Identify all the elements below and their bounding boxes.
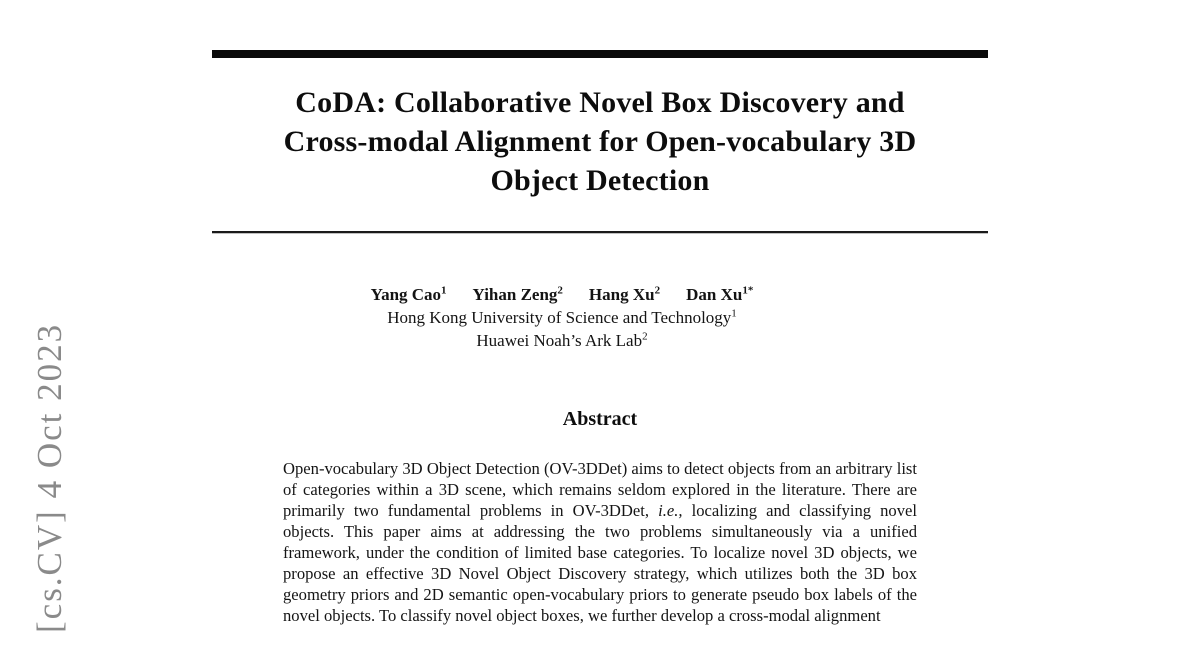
abstract-text: Open-vocabulary 3D Object Detection (OV-3DDet) aims to detect objects from an arbitrary list of categories within a 3D scene, which remains seldom explored in the literature. There are primarily two fundamental problems in OV-3DDet, i.e., localizing and classifying novel objects. This paper aims at addressing the two problems simultaneously via a unified framework, under the condition of limited base categories. To localize novel 3D objects, we propose an effective 3D Novel Object Discovery strategy, which utilizes both the 3D box geometry priors and 2D semantic open-vocabulary priors to generate pseudo box labels of the novel objects. To classify novel object boxes, we further develop a cross-modal alignment bbox=[283, 459, 917, 625]
author-2-affil-mark: 2 bbox=[557, 284, 563, 297]
author-1-affil-mark: 1 bbox=[441, 284, 447, 297]
author-1: Yang Cao$^1$ bbox=[370, 284, 447, 304]
paper-title bbox=[212, 83, 988, 200]
paper-title-line-2: Cross-modal Alignment for Open-vocabulary 3D bbox=[283, 125, 917, 158]
author-3: Hang Xu$^2$ bbox=[588, 284, 661, 304]
affiliation-2-mark: 2 bbox=[642, 330, 648, 343]
author-2: Yihan Zeng$^2$ bbox=[472, 284, 563, 304]
author-4: Dan $Xu^{1*}$ bbox=[686, 284, 754, 304]
author-block bbox=[162, 283, 962, 352]
abstract-heading: Abstract bbox=[562, 408, 638, 430]
paper-title-line-3: Object Detection bbox=[490, 164, 710, 197]
author-3-affil-mark: 2 bbox=[654, 284, 661, 297]
paper-title-line-1: CoDA: Collaborative Novel Box Discovery and bbox=[295, 86, 905, 119]
author-4-affil-mark: 1* bbox=[742, 284, 754, 297]
affiliation-1: Hong Kong University of Science and Technology$^1$ bbox=[387, 307, 737, 327]
authors-line bbox=[162, 283, 962, 306]
title-rule-top bbox=[212, 50, 988, 58]
arxiv-sidebar-stamp: [cs.CV] 4 Oct 2023 bbox=[30, 322, 69, 633]
affiliation-1-mark: 1 bbox=[731, 307, 737, 320]
title-rule-bottom bbox=[212, 231, 988, 233]
affiliation-2: Huawei Noah’s Ark Lab$^2$ bbox=[476, 330, 648, 350]
